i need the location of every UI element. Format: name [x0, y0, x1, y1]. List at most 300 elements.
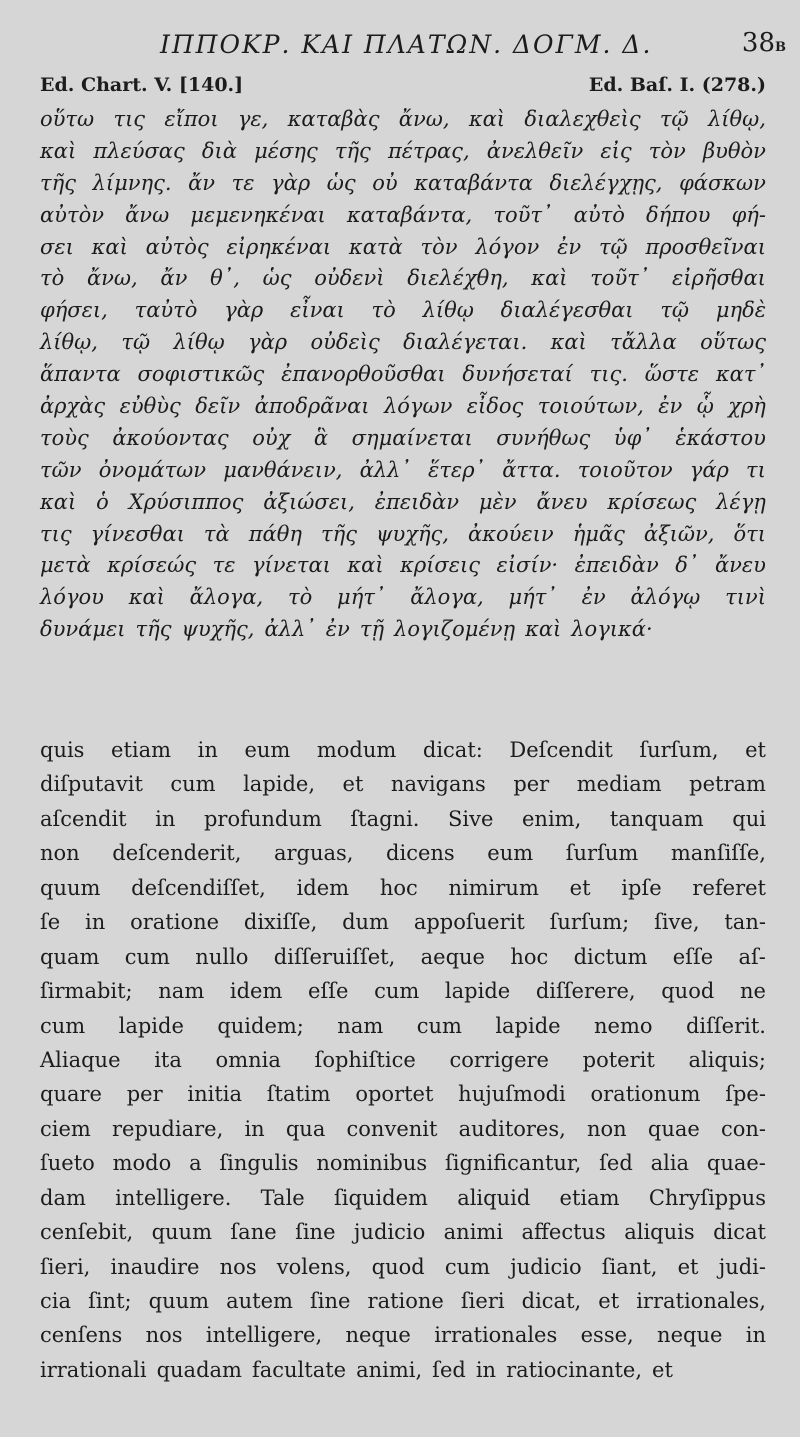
- word: ἀλλ᾽: [359, 457, 411, 482]
- word: ſpe-: [725, 1082, 766, 1107]
- word: γίνεται: [252, 553, 331, 578]
- word: etiam: [559, 1185, 620, 1210]
- word: ratiocinante,: [506, 1357, 643, 1382]
- word: petram: [689, 772, 766, 797]
- word: ſurſum,: [639, 738, 719, 762]
- word: λίθῳ,: [707, 107, 766, 131]
- latin-text-line: [40, 802, 766, 836]
- word: δ᾽: [675, 553, 699, 578]
- word: ſtagni.: [350, 806, 420, 831]
- word: nam: [337, 1013, 384, 1038]
- word: βυθὸν: [702, 138, 766, 163]
- greek-text-line: [40, 519, 766, 551]
- word: corrigere: [449, 1047, 549, 1072]
- word: ὑφ᾽: [613, 425, 652, 450]
- greek-text-line: [40, 391, 766, 423]
- latin-text-line: [40, 1181, 766, 1215]
- word: quam: [40, 944, 100, 969]
- word: γὰρ: [224, 298, 264, 323]
- word: ſiant,: [601, 1254, 658, 1279]
- word: ὅτι: [733, 521, 766, 546]
- word: poterit: [582, 1047, 655, 1072]
- word: τοὺς: [40, 425, 89, 450]
- word: lapide,: [243, 772, 316, 797]
- word: τινὶ: [725, 585, 766, 610]
- word: τις.: [589, 362, 628, 387]
- word: λίθῳ,: [40, 330, 98, 355]
- word: ἐπανορθοῦσθαι: [281, 362, 446, 387]
- word: in: [85, 910, 106, 935]
- word: λόγον: [475, 234, 540, 259]
- word: ἀξιώσει,: [263, 489, 355, 514]
- word: animi,: [356, 1357, 423, 1382]
- word: ψυχῆς,: [376, 521, 449, 546]
- word: quare: [40, 1082, 102, 1107]
- word: γίνεσθαι: [90, 521, 185, 546]
- word: quadam: [156, 1357, 242, 1382]
- word: quum: [40, 875, 101, 900]
- word: repudiare,: [112, 1116, 224, 1141]
- word: non: [40, 841, 80, 866]
- word: ne: [739, 979, 766, 1004]
- word: διαλέγεται.: [403, 330, 528, 355]
- word: cum: [374, 979, 420, 1004]
- word: dicat:: [422, 738, 483, 762]
- word: diſputavit: [40, 772, 143, 797]
- word: Deſcendit: [509, 738, 613, 762]
- word: quod: [661, 979, 715, 1004]
- word: καὶ: [128, 585, 165, 610]
- word: οὕτω: [40, 107, 95, 131]
- word: lapide: [444, 979, 511, 1004]
- word: καὶ: [531, 266, 568, 291]
- word: mediam: [576, 772, 662, 797]
- word: ἐν: [557, 234, 582, 259]
- word: ἐπειδὰν: [374, 489, 459, 514]
- word: cum: [124, 944, 170, 969]
- word: nos: [145, 1323, 183, 1348]
- word: intelligere.: [115, 1185, 232, 1210]
- word: προσθεῖναι: [645, 234, 766, 259]
- word: τοιοῦτον: [577, 457, 673, 482]
- word: ſane: [230, 1220, 277, 1245]
- word: neque: [345, 1323, 411, 1348]
- word: τῇ: [359, 617, 385, 642]
- greek-text-line: [40, 200, 766, 232]
- word: ciem: [40, 1116, 91, 1141]
- word: ſingulis: [219, 1151, 299, 1176]
- word: ſieri: [460, 1289, 505, 1313]
- word: τῷ: [121, 330, 151, 355]
- word: volens,: [276, 1254, 352, 1279]
- latin-text-line: [40, 1146, 766, 1180]
- word: manſiſſe,: [670, 841, 766, 866]
- word: διελέγχῃς,: [549, 170, 663, 195]
- word: eum: [244, 738, 291, 762]
- word: ſiquidem: [333, 1185, 428, 1210]
- running-header: [150, 30, 800, 64]
- word: ἄν: [160, 266, 188, 291]
- word: σοφιστικῶς: [137, 362, 265, 387]
- latin-text-line: [40, 836, 766, 870]
- word: ſine: [295, 1220, 336, 1245]
- word: τις: [40, 521, 72, 546]
- word: ſurſum;: [549, 910, 630, 935]
- word: referet: [692, 875, 766, 900]
- word: eum: [487, 841, 534, 866]
- word: quidem;: [217, 1013, 304, 1038]
- word: modum: [316, 738, 397, 762]
- word: ἄνω: [125, 202, 170, 227]
- word: λογιζομένῃ: [394, 617, 516, 642]
- word: φή-: [731, 202, 766, 227]
- word: ἀρχὰς: [40, 394, 106, 419]
- page-number: [742, 28, 786, 58]
- word: esse,: [580, 1323, 634, 1348]
- word: idem: [229, 979, 283, 1004]
- word: et: [745, 738, 766, 762]
- word: appoſuerit: [413, 910, 525, 935]
- greek-text-line: [40, 168, 766, 200]
- word: alia: [650, 1151, 690, 1176]
- word: ſtatim: [266, 1082, 331, 1107]
- greek-text-line: [40, 295, 766, 327]
- word: τὸ: [288, 585, 313, 610]
- greek-text-line: [40, 327, 766, 359]
- word: quae-: [706, 1151, 766, 1176]
- word: deſcendiſſet,: [131, 875, 266, 900]
- word: aliquis: [624, 1220, 695, 1245]
- word: ταὐτὸ: [134, 298, 198, 323]
- word: ψυχῆς,: [181, 617, 255, 642]
- word: irrationales,: [636, 1289, 766, 1313]
- latin-text-line: [40, 1215, 766, 1249]
- word: λόγου: [40, 585, 104, 610]
- greek-text-line: [40, 550, 766, 582]
- word: ſieri,: [40, 1254, 91, 1279]
- word: tanquam: [609, 806, 704, 831]
- word: καὶ: [550, 330, 587, 355]
- word: Tale: [260, 1185, 305, 1210]
- word: cenſebit,: [40, 1220, 134, 1245]
- word: τῆς: [321, 521, 357, 546]
- word: quae: [647, 1116, 700, 1141]
- word: λίθῳ: [422, 298, 474, 323]
- word: δήπου: [646, 202, 711, 227]
- word: σει: [40, 234, 74, 259]
- word: per: [513, 772, 550, 797]
- word: τῷ: [659, 107, 689, 131]
- word: modo: [112, 1151, 172, 1176]
- word: in: [155, 806, 176, 831]
- word: τῆς: [135, 617, 172, 642]
- word: qui: [732, 806, 766, 831]
- word: διελέχθη,: [407, 266, 509, 291]
- word: τῶν: [40, 457, 82, 482]
- word: αὐτὸς: [145, 234, 209, 259]
- word: μὲν: [478, 489, 517, 514]
- word: diſſerit.: [685, 1013, 766, 1038]
- word: δεῖν: [195, 394, 241, 419]
- greek-text-line: [40, 104, 766, 136]
- word: δυνήσεταί: [462, 362, 573, 387]
- word: eſſe: [672, 944, 714, 969]
- word: idem: [296, 875, 350, 900]
- latin-text-line: [40, 905, 766, 939]
- word: hoc: [379, 875, 418, 900]
- word: αὐτὸν: [40, 202, 104, 227]
- word: μέσης: [254, 138, 318, 163]
- word: πέτρας,: [387, 138, 470, 163]
- word: initia: [187, 1082, 243, 1107]
- word: etiam: [111, 738, 172, 762]
- word: λίθῳ: [173, 330, 225, 355]
- word: τῷ: [660, 298, 690, 323]
- word: judi-: [718, 1254, 766, 1279]
- word: ἐπειδὰν: [574, 553, 659, 578]
- word: ὀνομάτων: [98, 457, 207, 482]
- latin-text-line: [40, 1077, 766, 1111]
- latin-text-block: [40, 733, 766, 1387]
- word: dicens: [386, 841, 455, 866]
- word: μεμενηκέναι: [190, 202, 326, 227]
- latin-text-line: [40, 1043, 766, 1077]
- word: ἡμᾶς: [572, 521, 625, 546]
- word: arguas,: [273, 841, 354, 866]
- word: ἀκούειν: [468, 521, 554, 546]
- word: aliquis;: [688, 1047, 766, 1072]
- word: non: [587, 1116, 627, 1141]
- word: ſe: [40, 910, 61, 935]
- word: ἀκούοντας: [112, 425, 229, 450]
- word: dam: [40, 1185, 86, 1210]
- word: dicat,: [521, 1289, 582, 1313]
- word: in: [475, 1357, 497, 1382]
- word: λόγων: [383, 394, 453, 419]
- latin-text-line: [40, 1284, 766, 1318]
- word: συνήθως: [496, 425, 591, 450]
- latin-text-line: [40, 1353, 766, 1387]
- word: τὸ: [40, 266, 65, 291]
- word: ſophiſtice: [314, 1047, 416, 1072]
- word: eſſe: [308, 979, 349, 1004]
- word: κρίσεώς: [107, 553, 197, 578]
- word: εἰρηκέναι: [226, 234, 332, 259]
- word: ſine: [310, 1289, 351, 1313]
- word: οὐδεὶς: [310, 330, 380, 355]
- word: nam: [158, 979, 205, 1004]
- word: σημαίνεται: [351, 425, 473, 450]
- word: navigans: [390, 772, 486, 797]
- word: con-: [720, 1116, 766, 1141]
- word: καταβάντα,: [346, 202, 473, 227]
- word: oratione: [130, 910, 220, 935]
- word: enim,: [522, 806, 582, 831]
- word: Sive: [448, 806, 494, 831]
- word: quis: [40, 738, 85, 762]
- latin-text-line: [40, 974, 766, 1008]
- word: καὶ: [525, 617, 562, 642]
- word: dixiſſe,: [243, 910, 318, 935]
- running-title: ΙΠΠΟΚΡ. ΚΑΙ ΠΛΑΤΩΝ. ΔΟΓΜ. Δ.: [160, 30, 653, 59]
- word: animi: [443, 1220, 504, 1245]
- word: κατὰ: [348, 234, 403, 259]
- word: nimirum: [448, 875, 539, 900]
- word: πλεύσας: [93, 138, 185, 163]
- word: καταβάντα: [414, 170, 533, 195]
- word: ratione: [367, 1289, 444, 1313]
- word: δυνάμει: [40, 617, 126, 642]
- word: ſueto: [40, 1151, 95, 1176]
- word: τῆς: [334, 138, 371, 163]
- word: ipſe: [621, 875, 662, 900]
- word: irrationales: [434, 1323, 558, 1348]
- word: τὸν: [648, 138, 686, 163]
- word: in: [244, 1116, 265, 1141]
- word: γὰρ: [248, 330, 288, 355]
- word: per: [126, 1082, 163, 1107]
- word: ὥστε: [644, 362, 700, 387]
- word: a: [189, 1151, 202, 1176]
- word: οὐδενὶ: [314, 266, 385, 291]
- word: lapide: [495, 1013, 561, 1038]
- latin-text-line: [40, 733, 766, 767]
- page-number-value: 38: [741, 28, 775, 58]
- word: ἄττα.: [502, 457, 561, 482]
- word: in: [197, 738, 218, 762]
- word: καὶ: [91, 234, 128, 259]
- word: τε: [212, 553, 236, 578]
- edition-reference-line: [40, 74, 766, 102]
- greek-text-line: [40, 136, 766, 168]
- word: orationum: [590, 1082, 701, 1107]
- word: dicat: [713, 1220, 766, 1245]
- word: τὸν: [420, 234, 458, 259]
- word: ἄν: [188, 170, 216, 195]
- word: qua: [285, 1116, 326, 1141]
- word: Aliaque: [40, 1047, 121, 1072]
- word: οὐχ: [252, 425, 291, 450]
- word: ἐν: [658, 394, 683, 419]
- word: τἄλλα: [610, 330, 677, 355]
- word: διὰ: [201, 138, 237, 163]
- word: εἰς: [600, 138, 632, 163]
- word: ἀλλ᾽: [264, 617, 316, 642]
- word: ἀνελθεῖν: [486, 138, 584, 163]
- word: hoc: [510, 944, 549, 969]
- word: cum: [170, 772, 216, 797]
- word: et: [677, 1254, 699, 1279]
- word: οὐ: [372, 170, 398, 195]
- word: oportet: [355, 1082, 434, 1107]
- latin-text-line: [40, 940, 766, 974]
- word: ἀξιῶν,: [643, 521, 715, 546]
- word: τοῦτ᾽: [493, 202, 553, 227]
- word: lapide: [118, 1013, 184, 1038]
- word: hujuſmodi: [458, 1082, 566, 1107]
- word: μήτ᾽: [508, 585, 557, 610]
- word: εἶδος: [466, 394, 524, 419]
- word: μηδὲ: [715, 298, 766, 323]
- word: τὰ: [203, 521, 230, 546]
- greek-text-line: [40, 359, 766, 391]
- word: ſignificantur,: [444, 1151, 582, 1176]
- word: dictum: [573, 944, 648, 969]
- word: ὡς: [262, 266, 292, 291]
- word: φάσκων: [679, 170, 766, 195]
- latin-text-line: [40, 871, 766, 905]
- word: nemo: [594, 1013, 653, 1038]
- word: in: [745, 1323, 766, 1348]
- word: καὶ: [40, 138, 77, 163]
- edition-basel: Ed. Baſ. I. (278.): [588, 74, 766, 96]
- greek-text-line: [40, 582, 766, 614]
- word: ᾧ: [696, 394, 714, 419]
- word: ἄνευ: [714, 553, 766, 578]
- greek-text-line: [40, 263, 766, 295]
- word: convenit: [346, 1116, 438, 1141]
- word: λογικά·: [571, 617, 653, 642]
- word: κρίσεις: [400, 553, 481, 578]
- word: aeque: [420, 944, 485, 969]
- latin-text-line: [40, 767, 766, 801]
- word: ſed: [432, 1357, 466, 1382]
- word: cenſens: [40, 1323, 123, 1348]
- word: profundum: [203, 806, 322, 831]
- word: εἶναι: [290, 298, 345, 323]
- word: αὐτὸ: [573, 202, 625, 227]
- word: omnia: [215, 1047, 281, 1072]
- word: καὶ: [347, 553, 384, 578]
- word: εἰσίν·: [496, 553, 559, 578]
- word: nullo: [195, 944, 249, 969]
- word: λίμνης.: [92, 170, 172, 195]
- latin-text-line: [40, 1250, 766, 1284]
- word: μετὰ: [40, 553, 91, 578]
- word: τὸ: [371, 298, 396, 323]
- word: ſirmabit;: [40, 979, 133, 1004]
- word: et: [342, 772, 364, 797]
- word: et: [598, 1289, 620, 1313]
- word: ἐν: [581, 585, 606, 610]
- word: deſcenderit,: [112, 841, 242, 866]
- word: et: [569, 875, 591, 900]
- word: intelligere,: [205, 1323, 323, 1348]
- word: ἃ: [313, 425, 329, 450]
- word: et: [652, 1357, 673, 1382]
- word: διαλέγεσθαι: [500, 298, 634, 323]
- word: εἴποι: [164, 107, 219, 131]
- word: γε,: [237, 107, 269, 131]
- word: diſſerere,: [535, 979, 636, 1004]
- word: ἐν: [325, 617, 350, 642]
- greek-text-line: [40, 423, 766, 455]
- word: ἄνω,: [398, 107, 450, 131]
- greek-text-line: [40, 487, 766, 519]
- word: aſ-: [738, 944, 766, 969]
- word: ita: [154, 1047, 182, 1072]
- word: καὶ: [40, 489, 77, 514]
- word: affectus: [521, 1220, 606, 1245]
- word: εἰρῆσθαι: [672, 266, 766, 291]
- word: ὁ: [96, 489, 109, 514]
- word: θ᾽,: [210, 266, 240, 291]
- word: χρὴ: [728, 394, 766, 419]
- word: tan-: [724, 910, 766, 935]
- word: γὰρ: [271, 170, 311, 195]
- word: τῷ: [598, 234, 628, 259]
- word: καταβὰς: [287, 107, 380, 131]
